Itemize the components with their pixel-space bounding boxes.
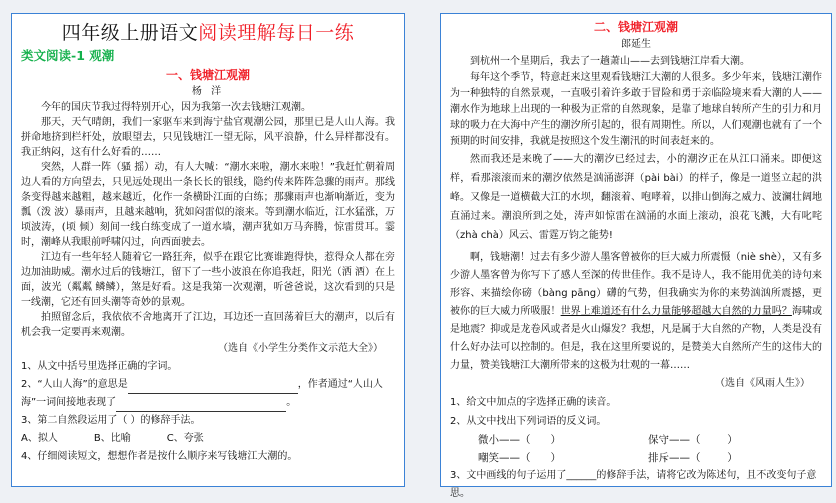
document-page-1 bbox=[11, 13, 405, 487]
paragraph: 然而我还是来晚了——大的潮汐已经过去，小的潮汐正在从江口涌来。即便这样，看那滚滚而来的潮汐依然是汹涌澎湃（pài bài）的样子，像是一道竖立起的洪峰。又像是一道横截大江的水坝，翻滚着、咆哮着，以排山倒海之威力、波澜壮阔地直涌过来。潮浪所到之处，涛声如惊雷在汹涌的水面上滚动，浪花飞溅，大有叱咤（zhà chà）风云、雷霆万钧之能势! bbox=[450, 154, 822, 241]
option-a: A、拟人 bbox=[21, 433, 58, 444]
paragraph: 拍照留念后，我依依不舍地离开了江边，耳边还一直回荡着巨大的潮声，以后有机会我一定要再来观潮。 bbox=[21, 312, 395, 338]
question-2: 2、从文中找出下列词语的反义词。 bbox=[450, 416, 607, 427]
paragraph: 那天，天气晴朗，我们一家驱车来到海宁盐官观潮公园，那里已是人山人海。我拼命地挤到栏杆处，放眼望去，只见钱塘江一望无际，风平浪静，什么异样都没有。我正纳闷，这有什么好看的…… bbox=[21, 117, 395, 158]
paragraph: 江边有一些年轻人随着它一路狂奔，似乎在跟它比赛谁跑得快，惹得众人都在旁边加油助威。潮水过后的钱塘江，留下了一些小波浪在你追我赶，阳光（洒 酒）在上面，波光（粼粼 鳞鳞），煞是好看。这是我第一次观潮，听爸爸说，这次看到的只是一线潮，它还有回头潮等奇妙的景观。 bbox=[21, 252, 395, 308]
paragraph: 到杭州一个星期后，我去了一趟萧山——去到钱塘江岸看大潮。 bbox=[470, 56, 750, 67]
question-text: 2、“人山人海”的意思是 bbox=[21, 379, 128, 390]
option-c: C、夸张 bbox=[166, 433, 204, 444]
section-label: 类文阅读-1 观潮 bbox=[21, 48, 115, 63]
paragraph: 今年的国庆节我过得特别开心，因为我第一次去钱塘江观潮。 bbox=[41, 102, 311, 113]
paragraph bbox=[450, 249, 822, 375]
antonym-row bbox=[450, 449, 822, 467]
antonym-item[interactable]: 微小——（ ） bbox=[478, 434, 562, 446]
question-3: 3、文中画线的句子运用了______的修辞手法，请将它改为陈述句，且不改变句子意思。 bbox=[450, 470, 817, 499]
paragraph-text: 海啸或是地震？抑或是龙卷风或者是火山爆发？我想，凡是属于大自然的产物，人类是没有什么好办法可以控制的。但是，我在这里所要说的，是赞美大自然所产生的这伟大的力量，赞美钱塘江大潮所带来的这极为壮观的一幕…… bbox=[450, 306, 823, 371]
answer-blank[interactable] bbox=[116, 398, 286, 412]
antonym-item[interactable]: 嘲笑——（ ） bbox=[478, 452, 562, 464]
question-text: 。 bbox=[286, 397, 297, 408]
question-1: 1、给文中加点的字选择正确的读音。 bbox=[450, 397, 617, 408]
antonym-item[interactable]: 保守——（ ） bbox=[648, 434, 738, 446]
document-page-2 bbox=[440, 13, 832, 499]
paragraph: 每年这个季节，特意赶来这里观看钱塘江大潮的人很多。多少年来，钱塘江潮作为一种独特的自然景观，一直吸引着许多敢于冒险和勇于亲临险境来看大潮的人——潮水作为地球上出现的一种极为正常的自然现象，是靠了地球自转所产生的引力和月球的吸力在大海中产生的潮汐所引起的，很有周期性。所以，人们观潮也就有了一个预期的时间安排，我就是按照这个发生潮汛的时间表赶来的。 bbox=[450, 72, 822, 147]
question-3: 3、第二自然段运用了（ ）的修辞手法。 bbox=[21, 415, 201, 426]
document-title bbox=[21, 20, 395, 46]
source-citation: （选自《小学生分类作文示范大全》） bbox=[218, 343, 383, 354]
article-heading: 二、钱塘江观潮 bbox=[593, 20, 678, 34]
source-citation: （选自《风雨人生》） bbox=[715, 378, 810, 389]
article-author: 郎延生 bbox=[621, 39, 651, 50]
question-text: 海”一词间接地表现了 bbox=[21, 397, 117, 408]
antonym-item[interactable]: 排斥——（ ） bbox=[648, 452, 738, 464]
underlined-sentence: 世界上难道还有什么力量能够超越大自然的力量吗？ bbox=[560, 306, 792, 317]
question-3-options bbox=[21, 430, 395, 448]
title-black-part: 四年级上册语文 bbox=[61, 22, 199, 44]
paragraph-text: 啊，钱塘潮！过去有多少游人墨客曾被你的巨大威力所震慑（niè shè），又有多少游人墨客曾为你写下了感人至深的传世佳作。我不是诗人，我不能用优美的诗句来形容、来描绘你磅（bàng pāng）礴的气势，但我确实为你的来势汹汹所震撼，更被你的巨大威力所吸服！ bbox=[450, 252, 822, 317]
antonym-row bbox=[450, 431, 822, 449]
article-author: 杨 洋 bbox=[191, 86, 225, 97]
question-text: ，作者通过“人山人 bbox=[297, 379, 383, 390]
paragraph: 突然，人群一阵（骚 摇）动，有人大喊：“潮水来啦，潮水来啦！”我赶忙朝着周边人看的方向望去，只见远处现出一条长长的银线，隐约传来阵阵急骤的雨声。那线条变得越来越粗，越来越近，化作一条横卧江面的白练；那骤雨声也渐响渐近，变为瓢（泼 波）暴雨声，且越来越响，犹如闷雷似的滚来。等到潮水临近，江水猛涨，万顷波涛，(顷 倾）刻间一线白练变成了一道水墙，潮声犹如万马奔腾，惊雷贯耳。霎时，潮峰从我眼前呼啸闪过，向西面驶去。 bbox=[21, 162, 395, 248]
answer-blank[interactable] bbox=[128, 380, 298, 394]
question-1: 1、从文中括号里选择正确的字词。 bbox=[21, 361, 178, 372]
question-2 bbox=[21, 376, 395, 412]
option-b: B、比喻 bbox=[93, 433, 131, 444]
title-red-part: 阅读理解每日一练 bbox=[198, 22, 355, 44]
article-heading: 一、钱塘江观潮 bbox=[165, 68, 250, 82]
question-4: 4、仔细阅读短文，想想作者是按什么顺序来写钱塘江大潮的。 bbox=[21, 451, 298, 462]
